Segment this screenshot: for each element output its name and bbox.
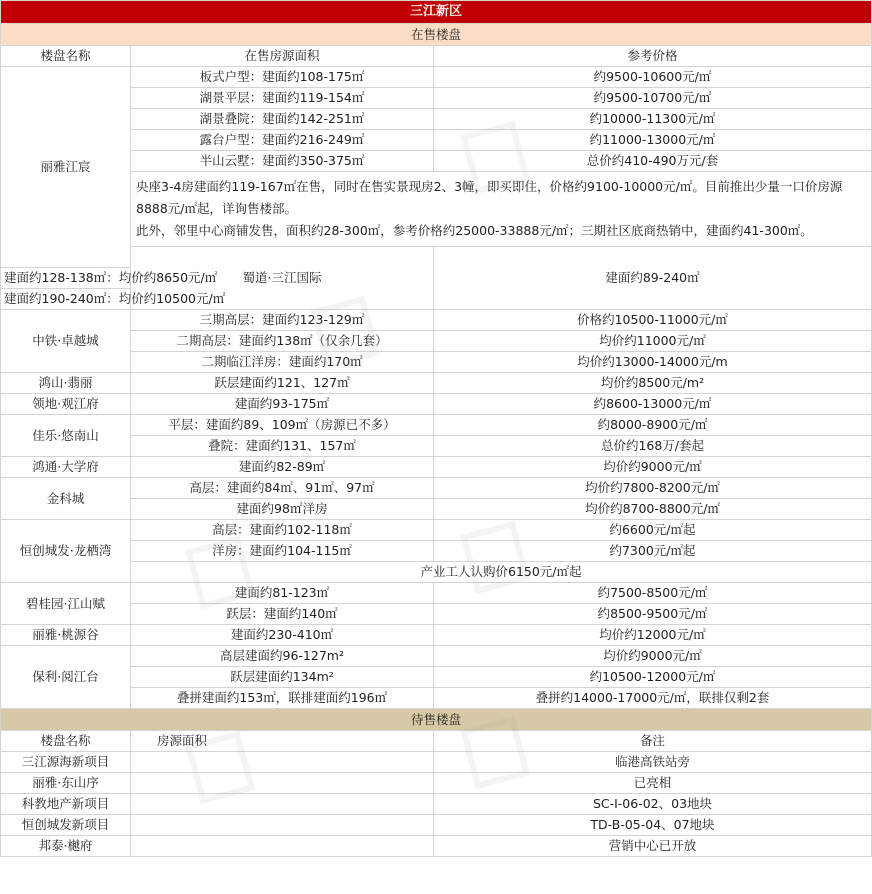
table-row	[1, 562, 872, 583]
area-cell: 建面约230-410㎡	[131, 625, 434, 646]
table-row	[1, 415, 872, 436]
table-row	[1, 794, 872, 815]
price-cell: 建面约190-240㎡：均价约10500元/㎡	[1, 289, 131, 310]
column-header: 备注	[434, 731, 872, 752]
area-cell: 洋房：建面约104-115㎡	[131, 541, 434, 562]
note-cell	[131, 172, 872, 247]
price-cell: 均价约8700-8800元/㎡	[434, 499, 872, 520]
price-cell: 均价约7800-8200元/㎡	[434, 478, 872, 499]
remark-cell: TD-B-05-04、07地块	[434, 815, 872, 836]
price-cell: 均价约13000-14000元/m	[434, 352, 872, 373]
table-row	[1, 646, 872, 667]
note-line: 此外，邻里中心商铺发售，面积约28-300㎡，参考价格约25000-33888元/㎡；三期社区底商热销中，建面约41-300㎡。	[136, 223, 813, 238]
table-row	[1, 478, 872, 499]
price-cell: 约9500-10700元/㎡	[434, 88, 872, 109]
project-name: 领地·观江府	[1, 394, 131, 415]
table-row	[1, 151, 872, 172]
area-cell: 跃层建面约121、127㎡	[131, 373, 434, 394]
table-row	[1, 688, 872, 709]
area-cell: 跃层建面约134m²	[131, 667, 434, 688]
project-name: 恒创城发·龙栖湾	[1, 520, 131, 583]
section-title: 在售楼盘	[1, 24, 872, 46]
table-row	[1, 604, 872, 625]
table-row	[1, 667, 872, 688]
area-cell	[131, 836, 434, 857]
price-cell: 均价约9000元/㎡	[434, 457, 872, 478]
price-cell: 约9500-10600元/㎡	[434, 67, 872, 88]
note-line: 央座3-4房建面约119-167㎡在售，同时在售实景现房2、3幢，即买即住，价格约9100-10000元/㎡。目前推出少量一口价房源8888元/㎡起，详询售楼部。	[136, 179, 843, 216]
project-name: 三江源海新项目	[1, 752, 131, 773]
column-header: 房源面积	[131, 731, 434, 752]
remark-cell: 已亮相	[434, 773, 872, 794]
area-cell: 高层：建面约102-118㎡	[131, 520, 434, 541]
area-cell: 高层建面约96-127m²	[131, 646, 434, 667]
special-price-cell: 产业工人认购价6150元/㎡起	[131, 562, 872, 583]
column-header: 在售房源面积	[131, 46, 434, 67]
table-row	[1, 373, 872, 394]
section-header-pending	[1, 709, 872, 731]
area-cell: 二期临江洋房：建面约170㎡	[131, 352, 434, 373]
table-row	[1, 67, 872, 88]
project-name: 蜀道·三江国际	[131, 247, 434, 310]
area-cell: 建面约81-123㎡	[131, 583, 434, 604]
price-cell: 均价约12000元/㎡	[434, 625, 872, 646]
table-row	[1, 773, 872, 794]
table-row	[1, 752, 872, 773]
area-cell	[131, 794, 434, 815]
area-cell: 跃层：建面约140㎡	[131, 604, 434, 625]
table-row	[1, 815, 872, 836]
table-row	[1, 331, 872, 352]
column-header: 楼盘名称	[1, 731, 131, 752]
area-cell: 叠拼建面约153㎡，联排建面约196㎡	[131, 688, 434, 709]
project-name: 邦泰·樾府	[1, 836, 131, 857]
area-cell: 建面约82-89㎡	[131, 457, 434, 478]
project-name: 丽雅·东山序	[1, 773, 131, 794]
table-row	[1, 583, 872, 604]
table-row	[1, 836, 872, 857]
table-row	[1, 310, 872, 331]
section-header-on-sale	[1, 24, 872, 46]
area-cell: 二期高层：建面约138㎡（仅余几套）	[131, 331, 434, 352]
table-row	[1, 541, 872, 562]
table-row	[1, 130, 872, 151]
area-cell: 板式户型：建面约108-175㎡	[131, 67, 434, 88]
project-name: 鸿山·翡丽	[1, 373, 131, 394]
price-cell: 约11000-13000元/㎡	[434, 130, 872, 151]
price-cell: 约6600元/㎡起	[434, 520, 872, 541]
page-title: 三江新区	[1, 1, 872, 24]
area-cell: 建面约93-175㎡	[131, 394, 434, 415]
project-name: 保利·阅江台	[1, 646, 131, 709]
project-name: 金科城	[1, 478, 131, 520]
table-row	[1, 109, 872, 130]
price-cell: 约7300元/㎡起	[434, 541, 872, 562]
table-row	[1, 88, 872, 109]
area-cell: 三期高层：建面约123-129㎡	[131, 310, 434, 331]
remark-cell: 临港高铁站旁	[434, 752, 872, 773]
area-cell	[131, 773, 434, 794]
column-header: 楼盘名称	[1, 46, 131, 67]
table-row	[1, 352, 872, 373]
area-cell	[131, 752, 434, 773]
price-cell: 约8500-9500元/㎡	[434, 604, 872, 625]
project-name: 中铁·卓越城	[1, 310, 131, 373]
area-cell: 高层：建面约84㎡、91㎡、97㎡	[131, 478, 434, 499]
area-cell: 平层：建面约89、109㎡（房源已不多）	[131, 415, 434, 436]
column-header-row	[1, 46, 872, 67]
price-cell: 总价约168万/套起	[434, 436, 872, 457]
area-cell: 建面约89-240㎡	[434, 247, 872, 310]
title-row	[1, 1, 872, 24]
project-name: 丽雅江宸	[1, 67, 131, 268]
table-row	[1, 520, 872, 541]
price-cell: 约10500-12000元/㎡	[434, 667, 872, 688]
area-cell: 湖景平层：建面约119-154㎡	[131, 88, 434, 109]
price-cell: 约8000-8900元/㎡	[434, 415, 872, 436]
column-header-row	[1, 731, 872, 752]
price-cell: 叠拼约14000-17000元/㎡，联排仅剩2套	[434, 688, 872, 709]
remark-cell: 营销中心已开放	[434, 836, 872, 857]
section-title: 待售楼盘	[1, 709, 872, 731]
price-cell: 均价约11000元/㎡	[434, 331, 872, 352]
price-cell: 价格约10500-11000元/㎡	[434, 310, 872, 331]
price-cell: 总价约410-490万元/套	[434, 151, 872, 172]
table-row	[1, 436, 872, 457]
table-row	[1, 394, 872, 415]
price-cell: 建面约128-138㎡：均价约8650元/㎡	[1, 268, 131, 289]
table-row	[1, 499, 872, 520]
remark-cell: SC-I-06-02、03地块	[434, 794, 872, 815]
project-name: 鸿通·大学府	[1, 457, 131, 478]
price-cell: 均价约9000元/㎡	[434, 646, 872, 667]
project-name: 科教地产新项目	[1, 794, 131, 815]
column-header: 参考价格	[434, 46, 872, 67]
price-cell: 均价约8500元/m²	[434, 373, 872, 394]
table-row	[1, 625, 872, 646]
project-name: 佳乐·悠南山	[1, 415, 131, 457]
area-cell: 半山云墅：建面约350-375㎡	[131, 151, 434, 172]
project-name: 碧桂园·江山赋	[1, 583, 131, 625]
area-cell: 叠院：建面约131、157㎡	[131, 436, 434, 457]
table-row	[1, 172, 872, 247]
price-cell: 约10000-11300元/㎡	[434, 109, 872, 130]
table-row	[1, 247, 872, 268]
table-row	[1, 457, 872, 478]
project-name: 丽雅·桃源谷	[1, 625, 131, 646]
area-cell	[131, 815, 434, 836]
price-cell: 约7500-8500元/㎡	[434, 583, 872, 604]
price-cell: 约8600-13000元/㎡	[434, 394, 872, 415]
area-cell: 建面约98㎡洋房	[131, 499, 434, 520]
area-cell: 湖景叠院：建面约142-251㎡	[131, 109, 434, 130]
project-name: 恒创城发新项目	[1, 815, 131, 836]
area-cell: 露台户型：建面约216-249㎡	[131, 130, 434, 151]
